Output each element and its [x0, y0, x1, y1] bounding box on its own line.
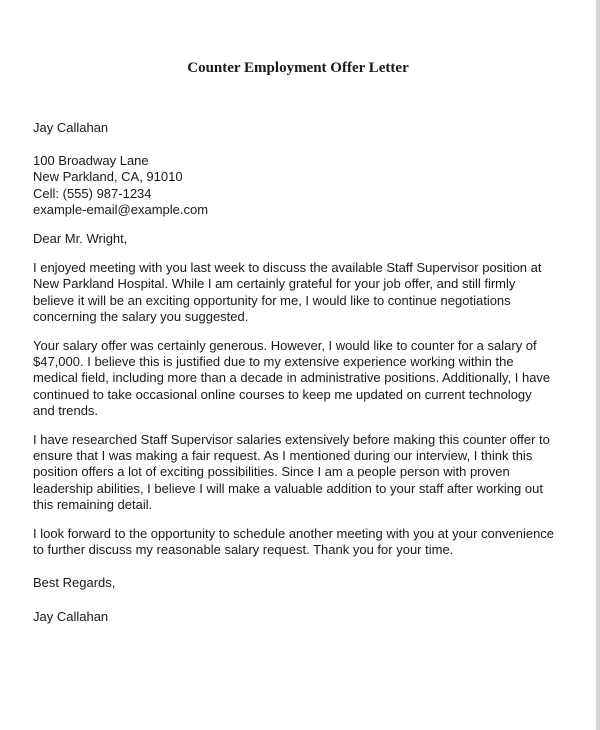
salutation: Dear Mr. Wright,	[33, 231, 128, 247]
letter-body	[33, 120, 583, 625]
paragraph-line: Your salary offer was certainly generous. However, I would like to counter for a salary of	[33, 338, 537, 354]
paragraph-line: medical field, including more than a decade in administrative positions. Additionally, I have	[33, 370, 551, 386]
paragraph-line: to further discuss my reasonable salary request. Thank you for your time.	[33, 542, 454, 558]
paragraph-line: and trends.	[33, 402, 99, 418]
paragraph-line: I have researched Staff Supervisor salaries extensively before making this counter offer to	[33, 432, 550, 448]
address-email: example-email@example.com	[33, 201, 209, 217]
paragraph-line: I enjoyed meeting with you last week to discuss the available Staff Supervisor position at	[33, 260, 542, 276]
paragraph-line: New Parkland Hospital. While I am certainly grateful for your job offer, and still firmly	[33, 276, 516, 292]
sender-name: Jay Callahan	[33, 120, 109, 135]
sender-address	[33, 153, 583, 218]
paragraph-line: this remaining detail.	[33, 496, 153, 512]
paragraph-line: I look forward to the opportunity to schedule another meeting with you at your convenience	[33, 526, 555, 542]
letter-title: Counter Employment Offer Letter	[187, 60, 409, 76]
address-street: 100 Broadway Lane	[33, 153, 149, 169]
paragraph	[33, 338, 583, 419]
paragraph	[33, 526, 583, 558]
paragraph-line: leadership abilities, I believe I will make a valuable addition to your staff after working out	[33, 480, 543, 496]
signature: Jay Callahan	[33, 608, 109, 624]
address-phone: Cell: (555) 987-1234	[33, 185, 152, 201]
paragraph-line: position offers a lot of exciting possibilities. Since I am a people person with proven	[33, 464, 510, 480]
paragraph	[33, 260, 583, 325]
paragraph-line: ensure that I was making a fair request. As I mentioned during our interview, I think this	[33, 448, 533, 464]
paragraph-line: $47,000. I believe this is justified due to my extensive experience working within the	[33, 354, 514, 370]
address-city: New Parkland, CA, 91010	[33, 169, 183, 185]
closing: Best Regards,	[33, 575, 116, 591]
paragraph-line: continued to take occasional online courses to keep me updated on current technology	[33, 386, 532, 402]
paragraph	[33, 432, 583, 513]
paragraph-line: concerning the salary you suggested.	[33, 308, 249, 324]
paragraph-line: believe it will be an exciting opportunity for me, I would like to continue negotiations	[33, 292, 511, 308]
